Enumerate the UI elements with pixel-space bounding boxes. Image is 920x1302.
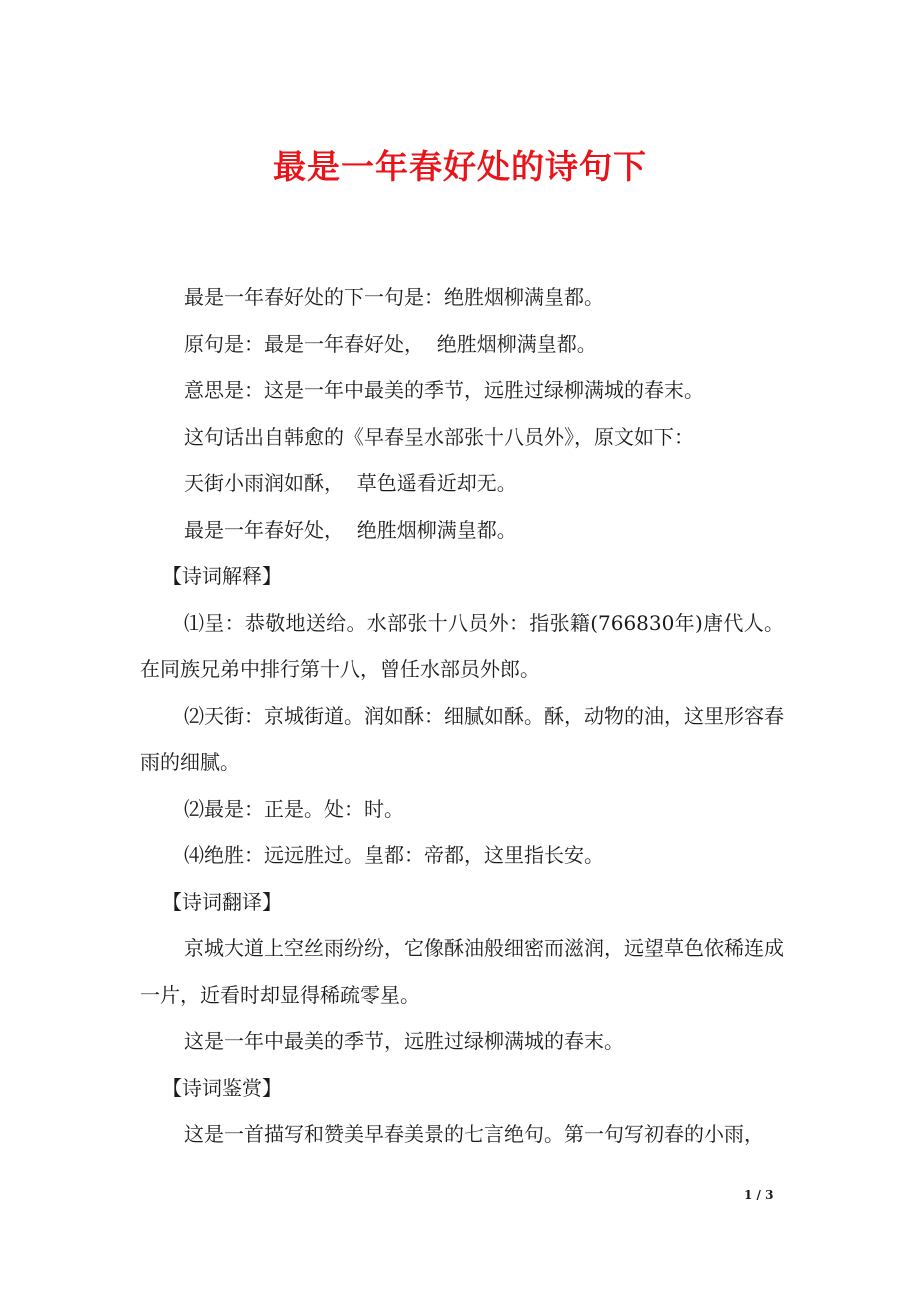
page-number: 1 / 3 — [744, 1188, 774, 1202]
section-heading-translation: 【诗词翻译】 — [162, 889, 282, 914]
note-paragraph: ⑷绝胜：远远胜过。皇都：帝都，这里指长安。 — [184, 843, 604, 867]
document-title: 最是一年春好处的诗句下 — [273, 147, 647, 186]
note-paragraph: ⑴呈：恭敬地送给。水部张十八员外：指张籍(766830年)唐代人。在同族兄弟中排行第十八，曾任水部员外郎。 — [140, 610, 784, 681]
note-paragraph: ⑵天街：京城街道。润如酥：细腻如酥。酥，动物的油，这里形容春雨的细腻。 — [140, 703, 784, 774]
paragraph: 最是一年春好处的下一句是：绝胜烟柳满皇都。 — [184, 285, 604, 309]
section-heading-appreciation: 【诗词鉴赏】 — [162, 1075, 282, 1100]
note-paragraph: ⑵最是：正是。处：时。 — [184, 796, 404, 821]
section-heading-explanation: 【诗词解释】 — [162, 564, 282, 588]
translation-paragraph: 京城大道上空丝雨纷纷，它像酥油般细密而滋润，远望草色依稀连成一片，近看时却显得稀疏零星。 — [140, 936, 784, 1007]
paragraph: 意思是：这是一年中最美的季节，远胜过绿柳满城的春末。 — [184, 378, 704, 402]
translation-paragraph: 这是一年中最美的季节，远胜过绿柳满城的春末。 — [184, 1029, 624, 1053]
paragraph: 原句是：最是一年春好处， 绝胜烟柳满皇都。 — [184, 331, 597, 356]
appreciation-paragraph: 这是一首描写和赞美早春美景的七言绝句。第一句写初春的小雨， — [184, 1122, 764, 1146]
poem-line: 最是一年春好处， 绝胜烟柳满皇都。 — [184, 517, 517, 542]
poem-line: 天街小雨润如酥， 草色遥看近却无。 — [184, 471, 517, 495]
document-body — [140, 274, 784, 1158]
paragraph: 这句话出自韩愈的《早春呈水部张十八员外》，原文如下： — [184, 424, 694, 449]
